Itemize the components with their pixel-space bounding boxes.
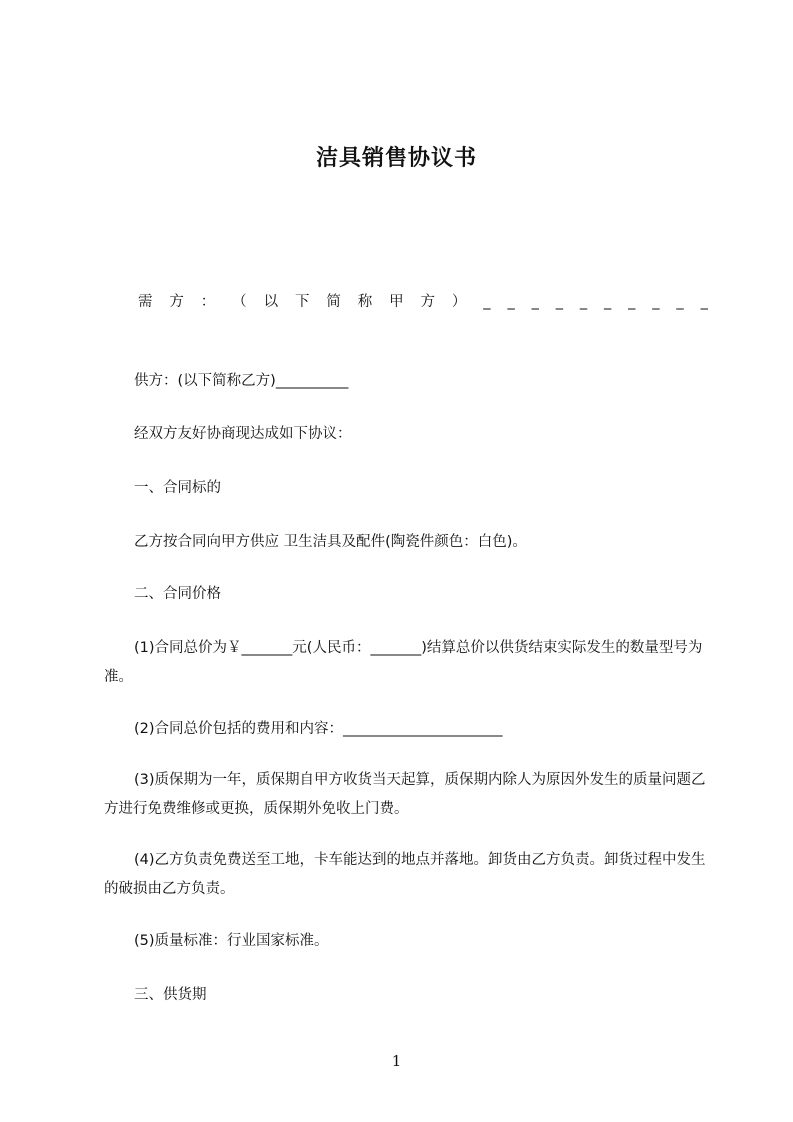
buyer-blank: _: [507, 294, 515, 310]
clause-5: (5)质量标准：行业国家标准。: [134, 933, 329, 949]
section-3-heading: 三、供货期: [134, 987, 207, 1003]
buyer-blank: _: [531, 294, 539, 310]
buyer-blank: _: [652, 294, 660, 310]
buyer-char: 甲: [389, 294, 404, 310]
buyer-blank: _: [628, 294, 636, 310]
buyer-char: （: [232, 294, 247, 310]
buyer-char: ：: [200, 294, 216, 310]
buyer-char: 简: [326, 294, 341, 310]
section-2-heading: 二、合同价格: [134, 586, 221, 602]
document-title: 洁具销售协议书: [315, 146, 477, 171]
buyer-char: 称: [357, 294, 373, 310]
page-number: 1: [391, 1052, 402, 1070]
intro-paragraph: 经双方友好协商现达成如下协议：: [134, 426, 352, 442]
clause-3: (3)质保期为一年，质保期自甲方收货当天起算，质保期内除人为原因外发生的质量问题乙方进行免费维修或更换，质保期外免收上门费。: [104, 772, 706, 817]
section-1-text: 乙方按合同向甲方供应 卫生洁具及配件(陶瓷件颜色：白色)。: [134, 534, 527, 550]
buyer-char: 以: [263, 294, 279, 310]
buyer-blank: _: [604, 294, 612, 310]
buyer-blank: _: [676, 294, 684, 310]
buyer-char: 下: [294, 294, 310, 310]
buyer-blank: _: [579, 294, 588, 310]
buyer-char: 需: [138, 294, 153, 310]
buyer-blank: _: [555, 294, 563, 310]
buyer-line: [138, 288, 708, 317]
clause-4: (4)乙方负责免费送至工地，卡车能达到的地点并落地。卸货由乙方负责。卸货过程中发生的破损由乙方负责。: [104, 852, 706, 897]
buyer-char: 方: [420, 294, 436, 310]
supplier-line: 供方：(以下简称乙方)__________: [134, 373, 349, 389]
clause-2: (2)合同总价包括的费用和内容：______________________: [134, 721, 503, 737]
buyer-char: ）: [451, 294, 467, 310]
clause-1: (1)合同总价为￥_______元(人民币：_______)结算总价以供货结束实际发生的数量型号为准。: [104, 640, 703, 685]
section-1-heading: 一、合同标的: [134, 480, 221, 496]
buyer-blank: _: [483, 294, 491, 310]
buyer-blank: _: [700, 294, 708, 310]
buyer-char: 方: [169, 294, 184, 310]
